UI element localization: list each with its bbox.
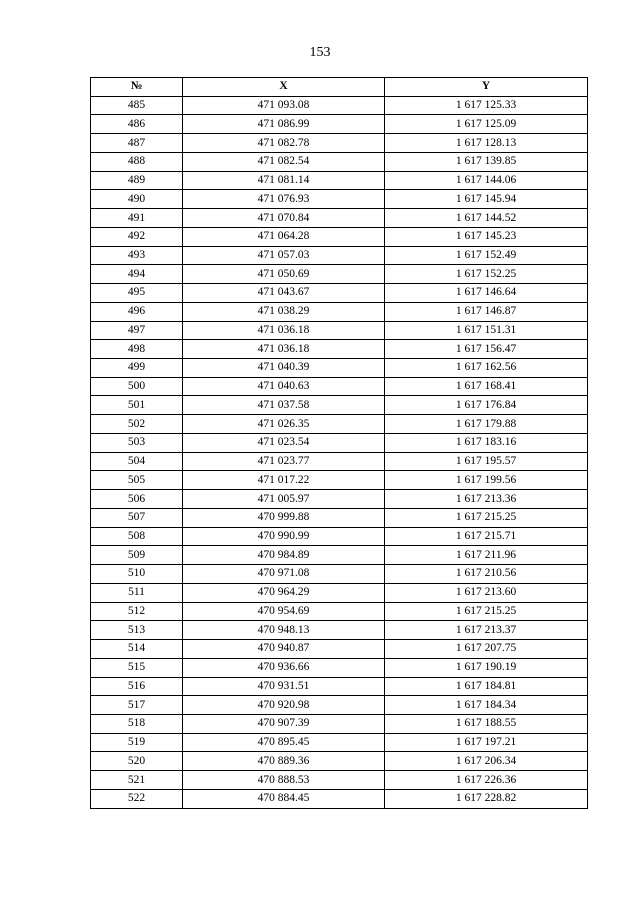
cell-number: 514 — [91, 640, 183, 659]
header-number: № — [91, 78, 183, 97]
cell-y: 1 617 190.19 — [385, 658, 588, 677]
cell-y: 1 617 195.57 — [385, 452, 588, 471]
header-x: X — [183, 78, 385, 97]
cell-x: 471 043.67 — [183, 284, 385, 303]
table-row — [91, 246, 588, 265]
cell-number: 490 — [91, 190, 183, 209]
table-row — [91, 415, 588, 434]
cell-number: 487 — [91, 134, 183, 153]
table-row — [91, 696, 588, 715]
cell-y: 1 617 125.09 — [385, 115, 588, 134]
cell-x: 471 023.54 — [183, 433, 385, 452]
cell-y: 1 617 179.88 — [385, 415, 588, 434]
table-row — [91, 359, 588, 378]
table-row — [91, 789, 588, 808]
cell-number: 508 — [91, 527, 183, 546]
table-row — [91, 209, 588, 228]
table-row — [91, 490, 588, 509]
cell-y: 1 617 144.52 — [385, 209, 588, 228]
cell-number: 493 — [91, 246, 183, 265]
cell-x: 471 082.54 — [183, 152, 385, 171]
table-row — [91, 227, 588, 246]
table-row — [91, 640, 588, 659]
table-row — [91, 733, 588, 752]
cell-number: 515 — [91, 658, 183, 677]
cell-y: 1 617 226.36 — [385, 771, 588, 790]
header-y: Y — [385, 78, 588, 97]
cell-number: 499 — [91, 359, 183, 378]
cell-y: 1 617 184.81 — [385, 677, 588, 696]
cell-number: 518 — [91, 714, 183, 733]
cell-y: 1 617 188.55 — [385, 714, 588, 733]
table-row — [91, 546, 588, 565]
cell-y: 1 617 162.56 — [385, 359, 588, 378]
table-row — [91, 508, 588, 527]
table-row — [91, 714, 588, 733]
cell-y: 1 617 215.71 — [385, 527, 588, 546]
cell-x: 471 005.97 — [183, 490, 385, 509]
cell-y: 1 617 145.94 — [385, 190, 588, 209]
table-row — [91, 658, 588, 677]
cell-number: 504 — [91, 452, 183, 471]
cell-number: 497 — [91, 321, 183, 340]
cell-y: 1 617 146.64 — [385, 284, 588, 303]
cell-x: 470 990.99 — [183, 527, 385, 546]
cell-number: 492 — [91, 227, 183, 246]
cell-number: 502 — [91, 415, 183, 434]
coordinates-table — [90, 77, 588, 809]
cell-y: 1 617 152.25 — [385, 265, 588, 284]
table-row — [91, 396, 588, 415]
cell-x: 470 889.36 — [183, 752, 385, 771]
table-row — [91, 171, 588, 190]
cell-number: 513 — [91, 621, 183, 640]
cell-x: 471 036.18 — [183, 321, 385, 340]
cell-number: 519 — [91, 733, 183, 752]
cell-number: 522 — [91, 789, 183, 808]
cell-number: 520 — [91, 752, 183, 771]
cell-y: 1 617 206.34 — [385, 752, 588, 771]
cell-number: 491 — [91, 209, 183, 228]
table-row — [91, 302, 588, 321]
cell-number: 486 — [91, 115, 183, 134]
cell-y: 1 617 156.47 — [385, 340, 588, 359]
cell-y: 1 617 213.36 — [385, 490, 588, 509]
cell-x: 471 093.08 — [183, 96, 385, 115]
table-header — [91, 78, 588, 97]
cell-y: 1 617 145.23 — [385, 227, 588, 246]
cell-y: 1 617 139.85 — [385, 152, 588, 171]
cell-number: 509 — [91, 546, 183, 565]
cell-x: 471 023.77 — [183, 452, 385, 471]
cell-number: 496 — [91, 302, 183, 321]
cell-x: 470 999.88 — [183, 508, 385, 527]
table-row — [91, 96, 588, 115]
table-row — [91, 284, 588, 303]
cell-x: 471 026.35 — [183, 415, 385, 434]
cell-y: 1 617 151.31 — [385, 321, 588, 340]
cell-number: 494 — [91, 265, 183, 284]
cell-x: 470 936.66 — [183, 658, 385, 677]
cell-number: 498 — [91, 340, 183, 359]
cell-number: 500 — [91, 377, 183, 396]
cell-y: 1 617 215.25 — [385, 508, 588, 527]
cell-x: 470 931.51 — [183, 677, 385, 696]
cell-number: 489 — [91, 171, 183, 190]
cell-x: 471 050.69 — [183, 265, 385, 284]
table-row — [91, 752, 588, 771]
table-row — [91, 433, 588, 452]
cell-number: 521 — [91, 771, 183, 790]
table-row — [91, 152, 588, 171]
cell-y: 1 617 207.75 — [385, 640, 588, 659]
table-row — [91, 771, 588, 790]
cell-number: 511 — [91, 583, 183, 602]
cell-number: 506 — [91, 490, 183, 509]
cell-y: 1 617 215.25 — [385, 602, 588, 621]
cell-x: 470 948.13 — [183, 621, 385, 640]
table-row — [91, 621, 588, 640]
cell-x: 471 057.03 — [183, 246, 385, 265]
cell-x: 470 940.87 — [183, 640, 385, 659]
cell-x: 470 971.08 — [183, 565, 385, 584]
cell-x: 470 884.45 — [183, 789, 385, 808]
table-row — [91, 190, 588, 209]
cell-x: 471 081.14 — [183, 171, 385, 190]
cell-y: 1 617 128.13 — [385, 134, 588, 153]
cell-number: 503 — [91, 433, 183, 452]
cell-x: 470 954.69 — [183, 602, 385, 621]
cell-x: 470 920.98 — [183, 696, 385, 715]
table-body — [91, 96, 588, 808]
cell-y: 1 617 213.37 — [385, 621, 588, 640]
table-row — [91, 115, 588, 134]
cell-x: 471 038.29 — [183, 302, 385, 321]
cell-x: 471 017.22 — [183, 471, 385, 490]
cell-number: 510 — [91, 565, 183, 584]
cell-x: 471 036.18 — [183, 340, 385, 359]
table-row — [91, 583, 588, 602]
table-row — [91, 340, 588, 359]
cell-y: 1 617 152.49 — [385, 246, 588, 265]
table-row — [91, 677, 588, 696]
cell-x: 471 070.84 — [183, 209, 385, 228]
cell-number: 505 — [91, 471, 183, 490]
cell-y: 1 617 146.87 — [385, 302, 588, 321]
cell-number: 501 — [91, 396, 183, 415]
cell-y: 1 617 210.56 — [385, 565, 588, 584]
cell-number: 507 — [91, 508, 183, 527]
cell-number: 488 — [91, 152, 183, 171]
cell-x: 471 040.63 — [183, 377, 385, 396]
cell-y: 1 617 211.96 — [385, 546, 588, 565]
table-row — [91, 321, 588, 340]
table-row — [91, 602, 588, 621]
cell-x: 470 888.53 — [183, 771, 385, 790]
table-row — [91, 265, 588, 284]
page-number: 153 — [309, 45, 331, 60]
cell-y: 1 617 199.56 — [385, 471, 588, 490]
cell-y: 1 617 176.84 — [385, 396, 588, 415]
cell-y: 1 617 144.06 — [385, 171, 588, 190]
cell-x: 471 076.93 — [183, 190, 385, 209]
cell-x: 471 082.78 — [183, 134, 385, 153]
cell-y: 1 617 197.21 — [385, 733, 588, 752]
table-row — [91, 134, 588, 153]
cell-x: 470 907.39 — [183, 714, 385, 733]
cell-x: 470 984.89 — [183, 546, 385, 565]
cell-number: 517 — [91, 696, 183, 715]
table-row — [91, 527, 588, 546]
table-row — [91, 377, 588, 396]
table-row — [91, 452, 588, 471]
cell-x: 470 964.29 — [183, 583, 385, 602]
cell-number: 485 — [91, 96, 183, 115]
cell-x: 470 895.45 — [183, 733, 385, 752]
cell-number: 512 — [91, 602, 183, 621]
cell-y: 1 617 213.60 — [385, 583, 588, 602]
cell-number: 495 — [91, 284, 183, 303]
cell-number: 516 — [91, 677, 183, 696]
table-row — [91, 565, 588, 584]
table-row — [91, 471, 588, 490]
cell-x: 471 064.28 — [183, 227, 385, 246]
cell-x: 471 086.99 — [183, 115, 385, 134]
cell-x: 471 037.58 — [183, 396, 385, 415]
cell-y: 1 617 168.41 — [385, 377, 588, 396]
cell-y: 1 617 184.34 — [385, 696, 588, 715]
cell-y: 1 617 183.16 — [385, 433, 588, 452]
cell-y: 1 617 228.82 — [385, 789, 588, 808]
header-row — [91, 78, 588, 97]
cell-x: 471 040.39 — [183, 359, 385, 378]
cell-y: 1 617 125.33 — [385, 96, 588, 115]
